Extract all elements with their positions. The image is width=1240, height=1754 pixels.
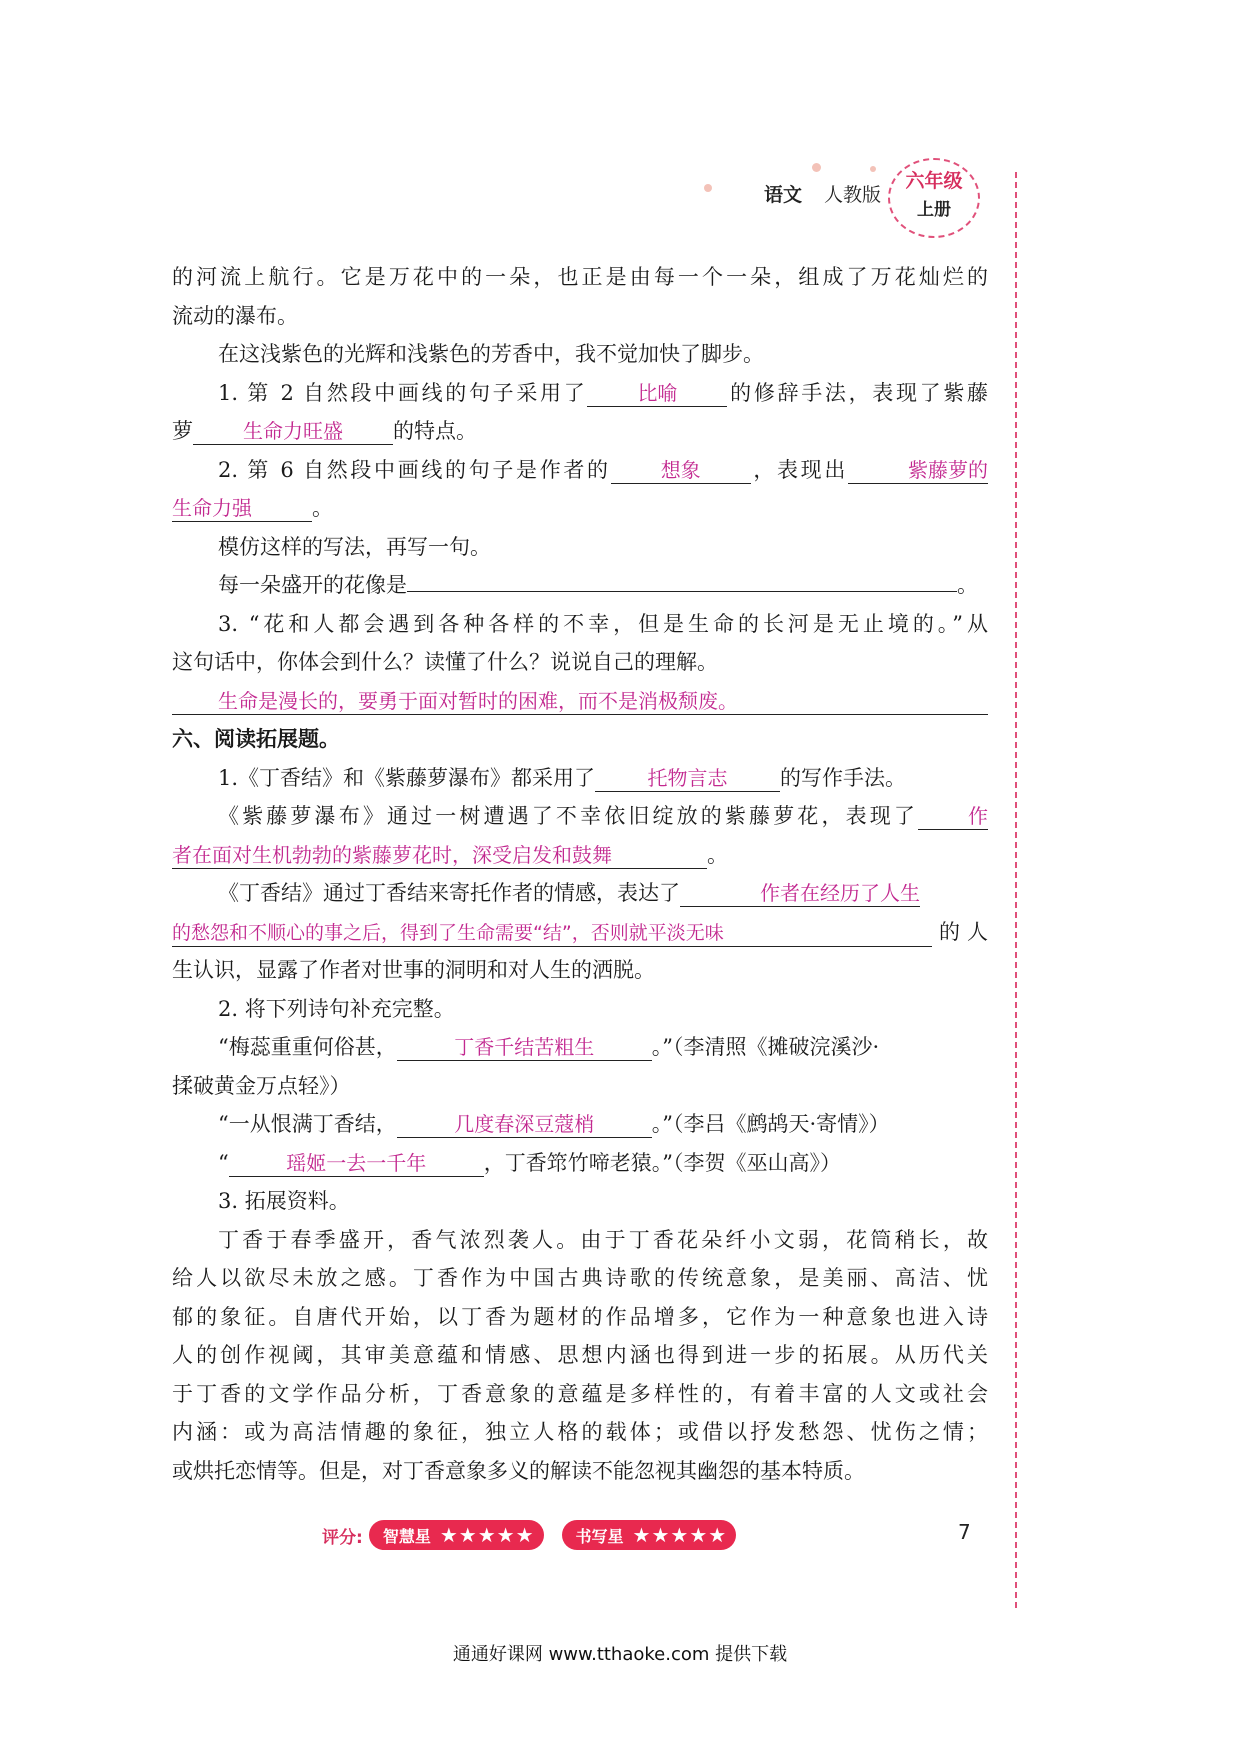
- answer-blank: 生命力旺盛: [193, 418, 393, 445]
- answer-blank: 紫藤萝的: [848, 457, 988, 484]
- answer-blank: 的愁怨和不顺心的事之后，得到了生命需要“结”，否则就平淡无味: [172, 920, 932, 947]
- poem-text: ，丁香筇竹啼老猿。”（李贺《巫山高》）: [483, 1150, 841, 1175]
- material-line: 丁香于春季盛开，香气浓烈袭人。由于丁香花朵纤小文弱，花筒稍长，故: [218, 1227, 988, 1252]
- s6-text: 。: [707, 842, 728, 867]
- grade-badge: [888, 158, 980, 238]
- poem-3: [172, 1144, 988, 1183]
- answer-blank: 几度春深豆蔻梢: [397, 1111, 652, 1138]
- badge-grade: 六年级: [905, 170, 963, 192]
- answer-blank: 作者在经历了人生: [680, 880, 920, 907]
- download-credit: 通通好课网 www.tthaoke.com 提供下载: [452, 1644, 788, 1665]
- pill-label: 书写星: [575, 1526, 624, 1546]
- page-header: [764, 173, 893, 213]
- poem-2: [172, 1105, 988, 1144]
- star-icon: ★: [708, 1523, 727, 1547]
- score-label: 评分:: [322, 1527, 363, 1548]
- badge-volume: 上册: [917, 200, 951, 220]
- answer-blank: 丁香千结苦粗生: [397, 1034, 652, 1061]
- s6-text: 《丁香结》通过丁香结来寄托作者的情感，表达了: [218, 881, 680, 905]
- material-line: 内涵：或为高洁情趣的象征，独立人格的载体；或借以抒发愁怨、忧伤之情；: [172, 1420, 988, 1444]
- material-line: 或烘托恋情等。但是，对丁香意象多义的解读不能忽视其幽怨的基本特质。: [172, 1458, 865, 1483]
- text-line: 模仿这样的写法，再写一句。: [218, 534, 491, 559]
- material-line: 给人以欲尽未放之感。丁香作为中国古典诗歌的传统意象，是美丽、高洁、忧: [172, 1266, 988, 1290]
- poem-text: 。”（李吕《鹧鸪天·寄情》）: [651, 1112, 890, 1136]
- page-number: 7: [958, 1520, 971, 1544]
- score-footer: [322, 1518, 754, 1552]
- text-line: 生认识，显露了作者对世事的洞明和对人生的洒脱。: [172, 958, 655, 982]
- decor-dot: [870, 166, 876, 172]
- s6-question-1b: [172, 797, 988, 836]
- material-line: 郁的象征。自唐代开始，以丁香为题材的作品增多，它作为一种意象也进入诗: [172, 1304, 988, 1329]
- s6-text: 的人: [932, 919, 988, 944]
- text-line: 2. 将下列诗句补充完整。: [218, 996, 455, 1021]
- star-icon: ★: [689, 1523, 708, 1547]
- q1-text: 1. 第 2 自然段中画线的句子采用了: [218, 380, 588, 405]
- answer-blank: 比喻: [587, 380, 727, 407]
- question-2-cont: [172, 489, 988, 528]
- s6-text: 1.《丁香结》和《紫藤萝瀑布》都采用了: [218, 765, 596, 790]
- answer-blank: 生命是漫长的，要勇于面对暂时的困难，而不是消极颓废。: [172, 688, 988, 715]
- question-2-fill: [172, 566, 988, 605]
- answer-blank: 托物言志: [595, 765, 780, 792]
- poem-text: “梅蕊重重何俗甚，: [218, 1035, 397, 1059]
- q1-text: 萝: [172, 419, 193, 443]
- q2-text: 。: [312, 496, 333, 520]
- text-line: 流动的瀑布。: [172, 303, 298, 328]
- text-line: 的河流上航行。它是万花中的一朵，也正是由每一个一朵，组成了万花灿烂的: [172, 265, 988, 289]
- decor-dot: [704, 184, 712, 192]
- question-1-cont: [172, 412, 988, 451]
- s6-question-1: [172, 759, 988, 798]
- star-icon: ★: [496, 1523, 515, 1547]
- page-edge-dashed-line: [1015, 172, 1017, 1608]
- star-icon: ★: [651, 1523, 670, 1547]
- poem-text: “: [218, 1150, 229, 1175]
- s6-question-1b-cont: [172, 836, 988, 875]
- question-2: [172, 451, 988, 490]
- empty-blank: [407, 591, 957, 592]
- answer-blank: 想象: [611, 457, 751, 484]
- s6-question-1c: [172, 874, 988, 913]
- question-1: [172, 374, 988, 413]
- answer-blank: 生命力强: [172, 495, 312, 522]
- poem-text: “一从恨满丁香结，: [218, 1112, 397, 1136]
- writing-star-pill: [562, 1520, 737, 1550]
- question-3-answer: [172, 682, 988, 721]
- wisdom-star-pill: [369, 1520, 544, 1550]
- poem-text: 。”（李清照《摊破浣溪沙·: [651, 1035, 880, 1059]
- star-icon: ★: [458, 1523, 477, 1547]
- page-content: [172, 258, 988, 1490]
- q2-text: ，表现出: [750, 457, 849, 482]
- q1-text: 的修辞手法，表现了紫藤: [727, 380, 989, 405]
- star-icon: ★: [439, 1523, 458, 1547]
- star-icon: ★: [632, 1523, 651, 1547]
- text-line: 揉破黄金万点轻》）: [172, 1073, 351, 1098]
- star-icon: ★: [515, 1523, 534, 1547]
- answer-blank: 作: [918, 803, 988, 830]
- q1-text: 的特点。: [393, 419, 477, 443]
- s6-text: 《紫藤萝瀑布》通过一树遭遇了不幸依旧绽放的紫藤萝花，表现了: [218, 804, 918, 828]
- decor-dot: [812, 163, 821, 172]
- header-edition: 人教版: [824, 183, 882, 206]
- pill-label: 智慧星: [382, 1526, 431, 1546]
- material-line: 人的创作视阈，其审美意蕴和情感、思想内涵也得到进一步的拓展。从历代关: [172, 1343, 988, 1367]
- poem-1: [172, 1028, 988, 1067]
- q2-text: 2. 第 6 自然段中画线的句子是作者的: [218, 457, 611, 482]
- text-line: 这句话中，你体会到什么？读懂了什么？说说自己的理解。: [172, 650, 718, 674]
- section-6-title: 六、阅读拓展题。: [172, 727, 340, 751]
- s6-question-1c-cont: [172, 913, 988, 952]
- q2-text: 每一朵盛开的花像是: [218, 573, 407, 597]
- answer-blank: 瑶姬一去一千年: [229, 1150, 484, 1177]
- answer-blank: 者在面对生机勃勃的紫藤萝花时，深受启发和鼓舞: [172, 842, 707, 869]
- header-subject: 语文: [764, 183, 803, 206]
- text-line: 3. 拓展资料。: [218, 1189, 350, 1213]
- q2-text: 。: [957, 573, 978, 597]
- text-line: 3. “花和人都会遇到各种各样的不幸，但是生命的长河是无止境的。”从: [218, 611, 988, 636]
- star-icon: ★: [477, 1523, 496, 1547]
- s6-text: 的写作手法。: [780, 765, 907, 790]
- text-line: 在这浅紫色的光辉和浅紫色的芳香中，我不觉加快了脚步。: [218, 342, 764, 366]
- star-icon: ★: [670, 1523, 689, 1547]
- material-line: 于丁香的文学作品分析，丁香意象的意蕴是多样性的，有着丰富的人文或社会: [172, 1381, 988, 1406]
